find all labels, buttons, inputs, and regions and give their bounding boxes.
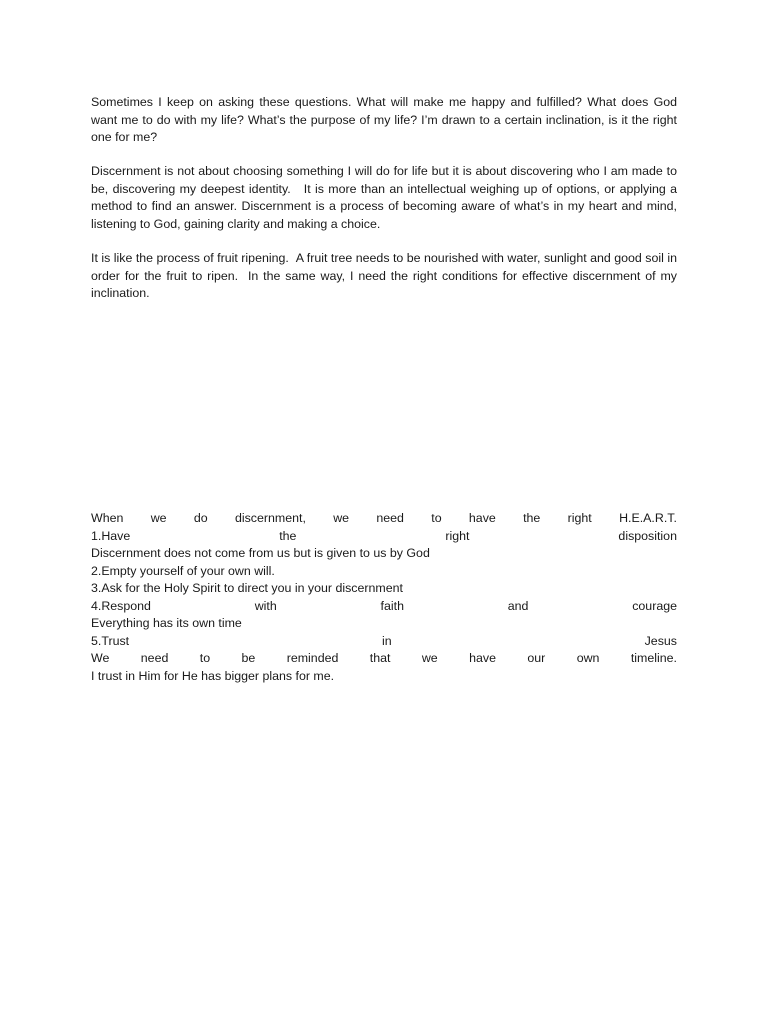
paragraph-discernment-definition: Discernment is not about choosing something I will do for life but it is about discovering who I am made to be, discovering my deepest identity. It is more than an intellectual weighing up of options, or applying a method to find an answer. Discernment is a process of becoming aware of what’s in my heart and mind, listening to God, gaining clarity and making a choice. bbox=[91, 164, 677, 231]
word: faith bbox=[380, 598, 404, 613]
word: disposition bbox=[618, 528, 677, 543]
word: we bbox=[150, 511, 167, 525]
paragraph-fruit-ripening: It is like the process of fruit ripening. A fruit tree needs to be nourished with water, sunlight and good soil in order for the fruit to ripen. In the same way, I need the right conditions for effective discernment of my inclination. bbox=[91, 251, 677, 300]
word: and bbox=[507, 598, 529, 613]
word: be bbox=[241, 651, 256, 665]
word: with bbox=[254, 598, 277, 613]
word: our bbox=[527, 651, 546, 665]
word: right bbox=[445, 528, 470, 543]
heart-item-3: 3.Ask for the Holy Spirit to direct you in your discernment bbox=[91, 581, 403, 595]
word: need bbox=[140, 651, 169, 665]
heart-item-4-note: Everything has its own time bbox=[91, 616, 242, 630]
word: reminded bbox=[286, 651, 339, 665]
closing-line: I trust in Him for He has bigger plans for me. bbox=[91, 668, 335, 683]
word: in bbox=[382, 633, 392, 648]
word: have bbox=[468, 511, 496, 525]
word: the bbox=[523, 511, 541, 525]
heart-intro-line bbox=[91, 510, 677, 528]
word: that bbox=[369, 651, 391, 665]
word: need bbox=[376, 511, 404, 525]
heart-item-5 bbox=[91, 633, 677, 651]
word: H.E.A.R.T. bbox=[619, 511, 677, 525]
word: to bbox=[431, 511, 442, 525]
word: we bbox=[333, 511, 350, 525]
word: Jesus bbox=[644, 633, 677, 648]
word: courage bbox=[632, 598, 677, 613]
heart-item-4 bbox=[91, 598, 677, 616]
word: We bbox=[91, 651, 110, 665]
word: When bbox=[91, 511, 124, 525]
word: do bbox=[193, 511, 208, 525]
paragraph-questions: Sometimes I keep on asking these questions. What will make me happy and fulfilled? What does God want me to do with my life? What’s the purpose of my life? I’m drawn to a certain inclination, is it the right one for me? bbox=[91, 95, 677, 144]
heart-section bbox=[91, 510, 677, 685]
word: we bbox=[421, 651, 438, 665]
heart-item-1-note: Discernment does not come from us but is given to us by God bbox=[91, 546, 430, 560]
heart-item-1 bbox=[91, 528, 677, 546]
word: discernment, bbox=[234, 511, 306, 525]
heart-item-5-note bbox=[91, 650, 677, 668]
word: the bbox=[279, 528, 297, 543]
word: 1.Have bbox=[91, 528, 131, 543]
word: to bbox=[199, 651, 211, 665]
word: timeline. bbox=[630, 651, 677, 665]
word: own bbox=[576, 651, 600, 665]
heart-item-2: 2.Empty yourself of your own will. bbox=[91, 563, 275, 578]
word: 4.Respond bbox=[91, 598, 151, 613]
word: have bbox=[469, 651, 496, 665]
word: 5.Trust bbox=[91, 633, 130, 648]
word: right bbox=[567, 511, 592, 525]
